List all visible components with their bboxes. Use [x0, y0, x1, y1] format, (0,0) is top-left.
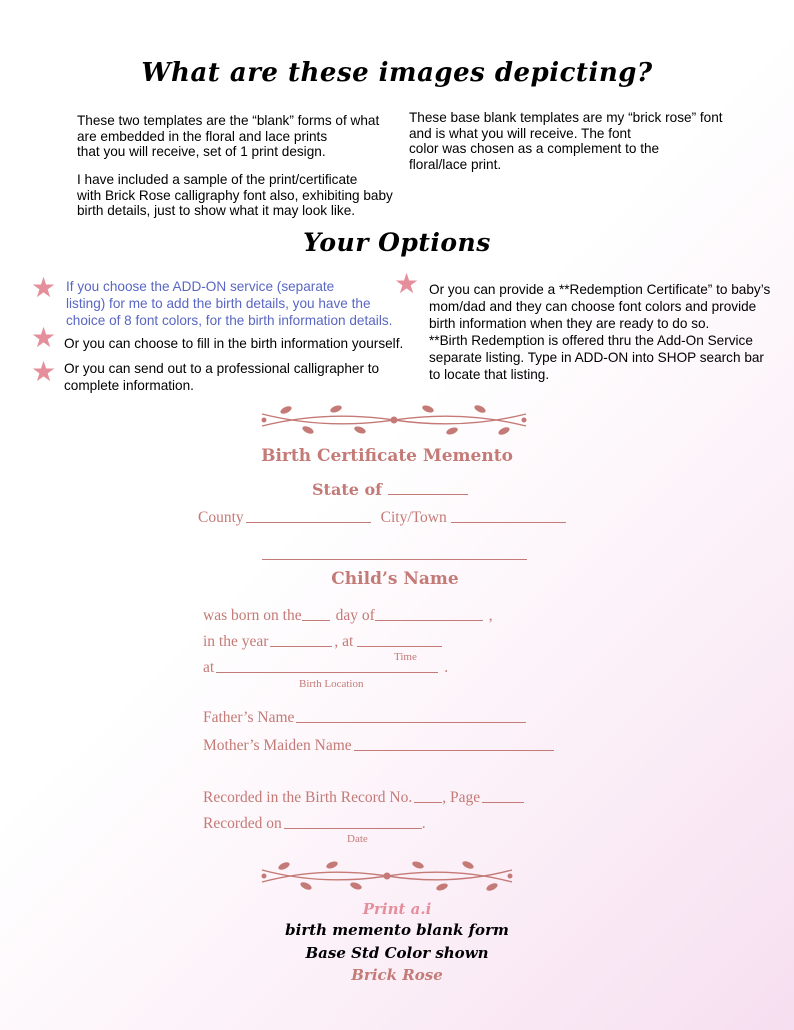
text-line: Or you can send out to a professional calligrapher to — [64, 361, 380, 376]
state-blank-line — [388, 493, 468, 495]
star-icon: ★ — [31, 322, 57, 353]
option-fill-yourself — [64, 335, 409, 352]
date-caption: Date — [347, 833, 368, 845]
text-line: I have included a sample of the print/certificate — [77, 172, 358, 187]
options-title: Your Options — [303, 228, 491, 257]
page-blank-line — [482, 801, 524, 803]
born-on-label: was born on the — [203, 607, 302, 624]
text-line: mom/dad and they can choose font colors and provide — [429, 299, 757, 314]
mother-label: Mother’s Maiden Name — [203, 737, 352, 754]
birth-location-caption: Birth Location — [299, 678, 364, 690]
child-name-blank-line — [262, 559, 527, 560]
city-label: City/Town — [380, 509, 447, 526]
time-caption: Time — [394, 651, 417, 663]
text-line: are embedded in the floral and lace prints — [77, 128, 328, 144]
recorded-label: Recorded in the Birth Record No. — [203, 789, 413, 806]
city-blank-line — [451, 521, 566, 523]
day-blank-line — [302, 619, 330, 621]
text-line: **Birth Redemption is offered thru the Add-On Service — [429, 333, 753, 348]
text-line: listing) for me to add the birth details, you have the — [66, 296, 371, 311]
child-name-label: Child’s Name — [331, 569, 459, 589]
text-line: birth information when they are ready to do so. — [429, 316, 710, 331]
intro-left-paragraph-2 — [77, 172, 397, 219]
footer-color-name: Brick Rose — [351, 966, 443, 984]
page-label: , Page — [442, 789, 481, 806]
recorded-on-field — [203, 815, 426, 833]
text-line: to locate that listing. — [429, 367, 550, 382]
date-blank-line — [284, 827, 422, 829]
floral-vine-ornament-icon — [256, 856, 518, 896]
state-label: State of — [312, 480, 383, 499]
star-icon: ★ — [31, 272, 57, 303]
father-field — [203, 709, 526, 727]
option-addon-service — [66, 278, 406, 329]
text-line: choice of 8 font colors, for the birth information details. — [66, 313, 393, 328]
comma: , — [488, 607, 493, 624]
certificate-title: Birth Certificate Memento — [261, 446, 513, 466]
county-blank-line — [246, 521, 371, 523]
text-line: If you choose the ADD-ON service (separate — [66, 279, 335, 294]
text-line: color was chosen as a complement to the — [409, 141, 660, 156]
option-redemption-certificate — [429, 281, 789, 383]
text-line: birth details, just to show what it may look like. — [77, 203, 356, 218]
intro-left-paragraph-1 — [77, 113, 397, 160]
footer-color-note: Base Std Color shown — [305, 944, 489, 962]
intro-right-paragraph — [409, 110, 749, 172]
at-label: at — [203, 659, 215, 676]
father-label: Father’s Name — [203, 709, 295, 726]
record-number-blank-line — [414, 801, 442, 803]
text-line: complete information. — [64, 378, 194, 393]
floral-vine-ornament-icon — [256, 400, 532, 440]
period: . — [444, 659, 449, 676]
star-icon: ★ — [31, 356, 57, 387]
state-field — [312, 480, 468, 499]
county-city-field — [198, 509, 566, 527]
time-blank-line — [357, 645, 442, 647]
year-field — [203, 633, 442, 651]
year-label: in the year — [203, 633, 269, 650]
text-line: These base blank templates are my “brick rose” font — [409, 110, 723, 125]
star-icon: ★ — [394, 268, 420, 299]
text-line: that you will receive, set of 1 print design. — [77, 144, 326, 159]
recorded-on-label: Recorded on — [203, 815, 282, 832]
period: . — [421, 815, 426, 832]
text-line: Or you can choose to fill in the birth information yourself. — [64, 336, 404, 351]
option-calligrapher — [64, 360, 404, 394]
at-comma-label: , at — [334, 633, 354, 650]
day-of-label: day of — [335, 607, 375, 624]
mother-field — [203, 737, 554, 755]
mother-blank-line — [354, 749, 554, 751]
text-line: with Brick Rose calligraphy font also, exhibiting baby — [77, 187, 393, 203]
location-blank-line — [216, 671, 438, 673]
month-blank-line — [375, 619, 483, 621]
footer-form-name: birth memento blank form — [285, 921, 509, 939]
record-number-field — [203, 789, 524, 807]
born-on-field — [203, 607, 493, 625]
county-label: County — [198, 509, 244, 526]
father-blank-line — [296, 721, 526, 723]
text-line: floral/lace print. — [409, 156, 502, 172]
page-title: What are these images depicting? — [141, 58, 653, 88]
text-line: separate listing. Type in ADD-ON into SHOP search bar — [429, 350, 764, 365]
text-line: and is what you will receive. The font — [409, 125, 631, 141]
year-blank-line — [270, 645, 332, 647]
text-line: Or you can provide a **Redemption Certificate” to baby’s — [429, 282, 771, 297]
birth-location-field — [203, 659, 448, 677]
footer-print-name: Print a.i — [362, 900, 432, 918]
text-line: These two templates are the “blank” forms of what — [77, 113, 380, 128]
